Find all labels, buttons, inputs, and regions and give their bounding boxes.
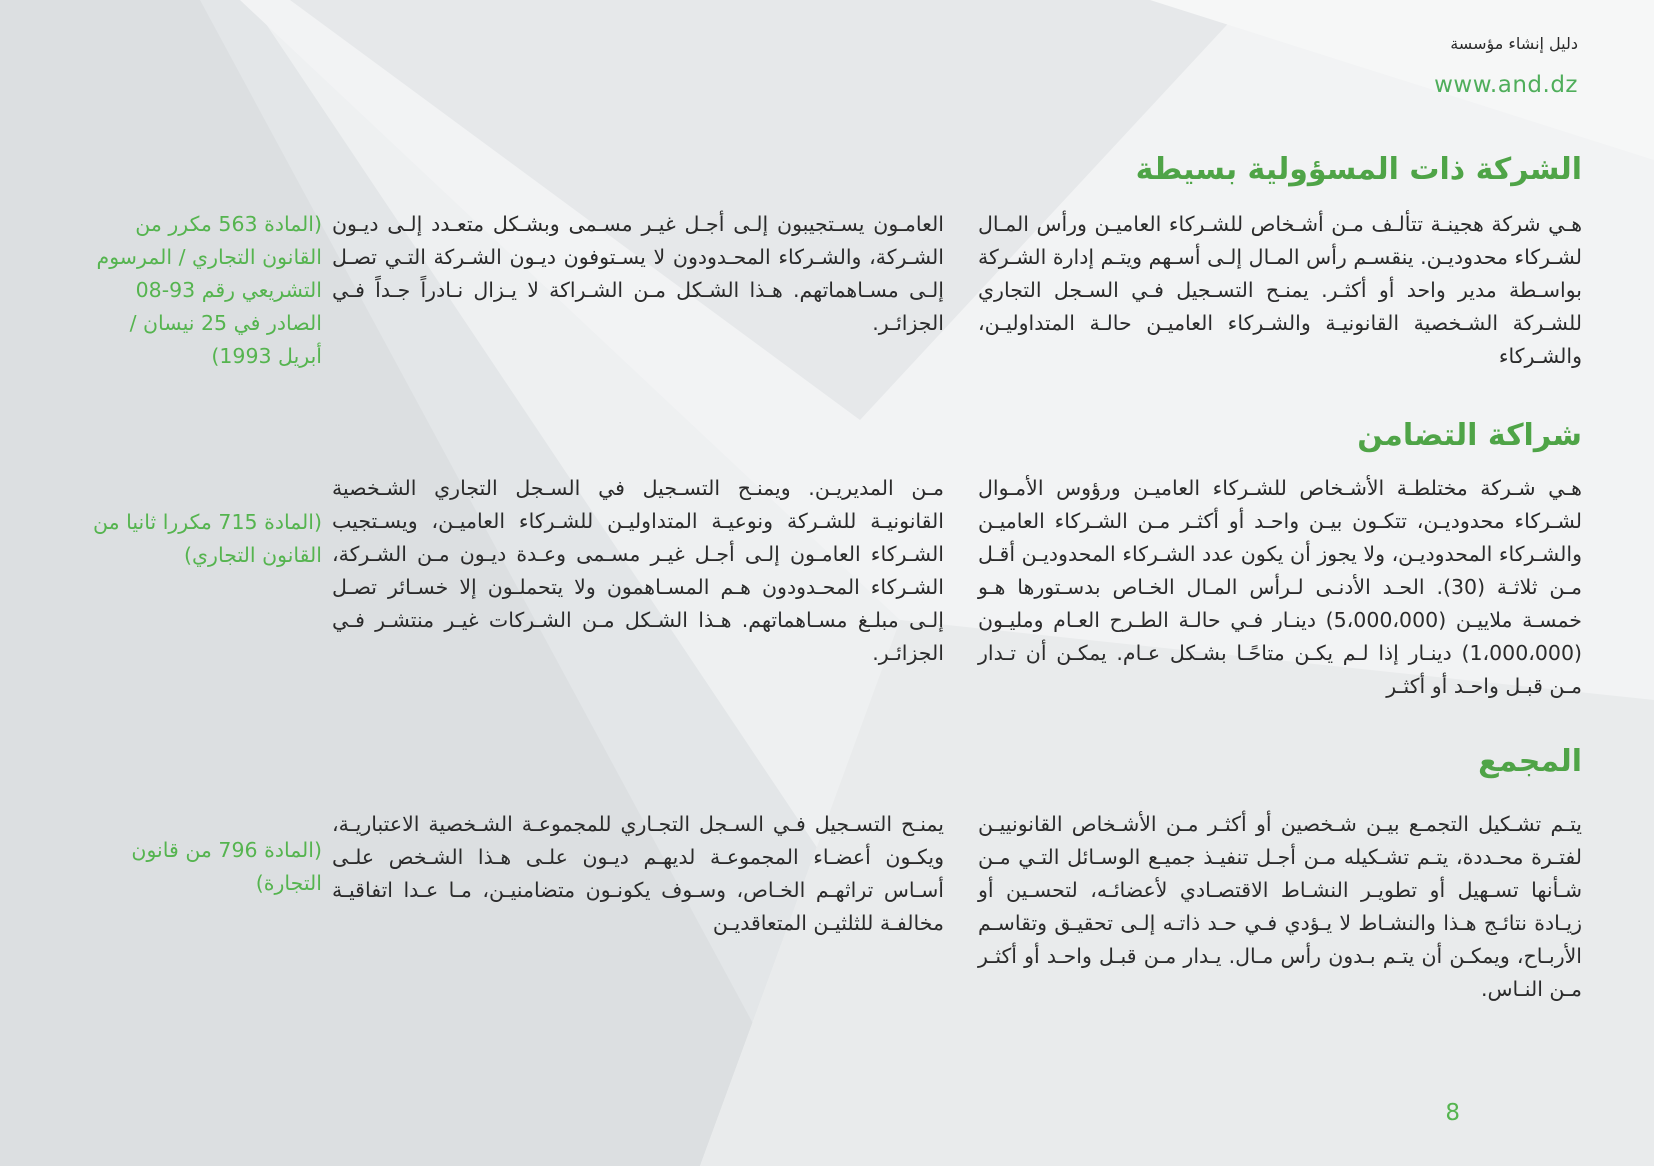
section-llc-column-2: العامـون يسـتجيبون إلـى أجـل غيـر مسـمى وبشـكل متعـدد إلـى ديـون الشـركة، والشـركاء المحـدودون لا يسـتوفون ديـون الشـركة التـي تصـل إلـى مسـاهماتهم. هـذا الشـكل مـن الشـراكة لا يـزال نـادراً جـداً فـي الجزائـر. [332, 212, 944, 335]
section-group-column-1: يتـم تشـكيل التجمـع بيـن شـخصين أو أكثـر مـن الأشـخاص القانونييـن لفتـرة محـددة، يتـم تشـكيله مـن أجـل تنفيـذ جميـع الوسـائل التـي مـن شـأنها تسـهيل أو تطويـر النشـاط الاقتصـادي لأعضائـه، لتحسـين أو زيـادة نتائـج هـذا والنشـاط لا يـؤدي فـي حـد ذاتـه إلـى تحقيـق وتقاسـم الأربـاح، ويمكـن أن يتـم بـدون رأس مـال. يـدار مـن قبـل واحـد أو أكثـر مـن النـاس. [978, 812, 1582, 1001]
section-group-column-2: يمنـح التسـجيل فـي السـجل التجـاري للمجموعـة الشـخصية الاعتباريـة، ويكـون أعضـاء المجموعـة لديهـم ديـون علـى هـذا الشـخص علـى أسـاس تراثهـم الخـاص، وسـوف يكونـون متضامنيـن، مـا عـدا اتفاقيـة مخالفـة للثلثيـن المتعاقديـن [332, 812, 944, 935]
page-number: 8 [1445, 1100, 1460, 1126]
section-group-legal-note: (المادة 796 من قانون التجارة) [131, 838, 322, 895]
section-heading-partnership: شراكة التضامن [1357, 418, 1582, 453]
section-partnership-column-1: هـي شـركة مختلطـة الأشـخاص للشـركاء العاميـن ورؤوس الأمـوال لشـركاء محدوديـن، تتكـون بيـن واحـد أو أكثـر مـن الشـركاء العاميـن والشـركاء المحدوديـن، ولا يجوز أن يكون عدد الشـركاء المحدوديـن أقـل مـن ثلاثـة (30). الحـد الأدنـى لـرأس المـال الخـاص بدسـتورها هـو خمسـة ملاييـن (5،000،000) دينـار فـي حالـة الطـرح العـام ومليـون (1،000،000) دينـار إذا لـم يكـن متاحًـا بشـكل عـام. يمكـن أن تـدار مـن قبـل واحـد أو أكثـر [978, 476, 1582, 698]
section-llc-column-1: هـي شركة هجينـة تتألـف مـن أشـخاص للشـركاء العاميـن ورأس المـال لشـركاء محدوديـن. ينقسـم رأس المـال إلـى أسـهم ويتـم إدارة الشـركة بواسـطة مدير واحد أو أكثـر. يمنـح التسـجيل فـي السـجل التجاري للشـركة الشـخصية القانونيـة والشـركاء العاميـن حالـة المتداوليـن، والشـركاء [978, 212, 1582, 368]
header-title: دليل إنشاء مؤسسة [1450, 34, 1578, 53]
section-heading-group: المجمع [1478, 744, 1582, 779]
section-partnership-legal-note: (المادة 715 مكررا ثانيا من القانون التجاري) [92, 510, 322, 567]
header-url: www.and.dz [1434, 72, 1578, 98]
section-partnership-column-2: مـن المديريـن. ويمنـح التسـجيل في السـجل التجاري الشـخصية القانونيـة للشـركة ونوعيـة المتداوليـن للشـركاء العاميـن، ويسـتجيب الشـركاء العامـون إلـى أجـل غيـر مسـمى وعـدة ديـون مـن الشـركة، الشـركاء المحـدودون هـم المسـاهمون ولا يتحملـون إلا خسـائر تصـل إلـى مبلـغ مسـاهماتهم. هـذا الشـكل مـن الشـركات غيـر منتشـر فـي الجزائـر. [332, 476, 944, 665]
section-llc-legal-note: (المادة 563 مكرر من القانون التجاري / المرسوم التشريعي رقم 93-08 الصادر في 25 نيسان / أبريل 1993) [96, 212, 322, 368]
section-heading-llc: الشركة ذات المسؤولية بسيطة [1135, 152, 1582, 187]
